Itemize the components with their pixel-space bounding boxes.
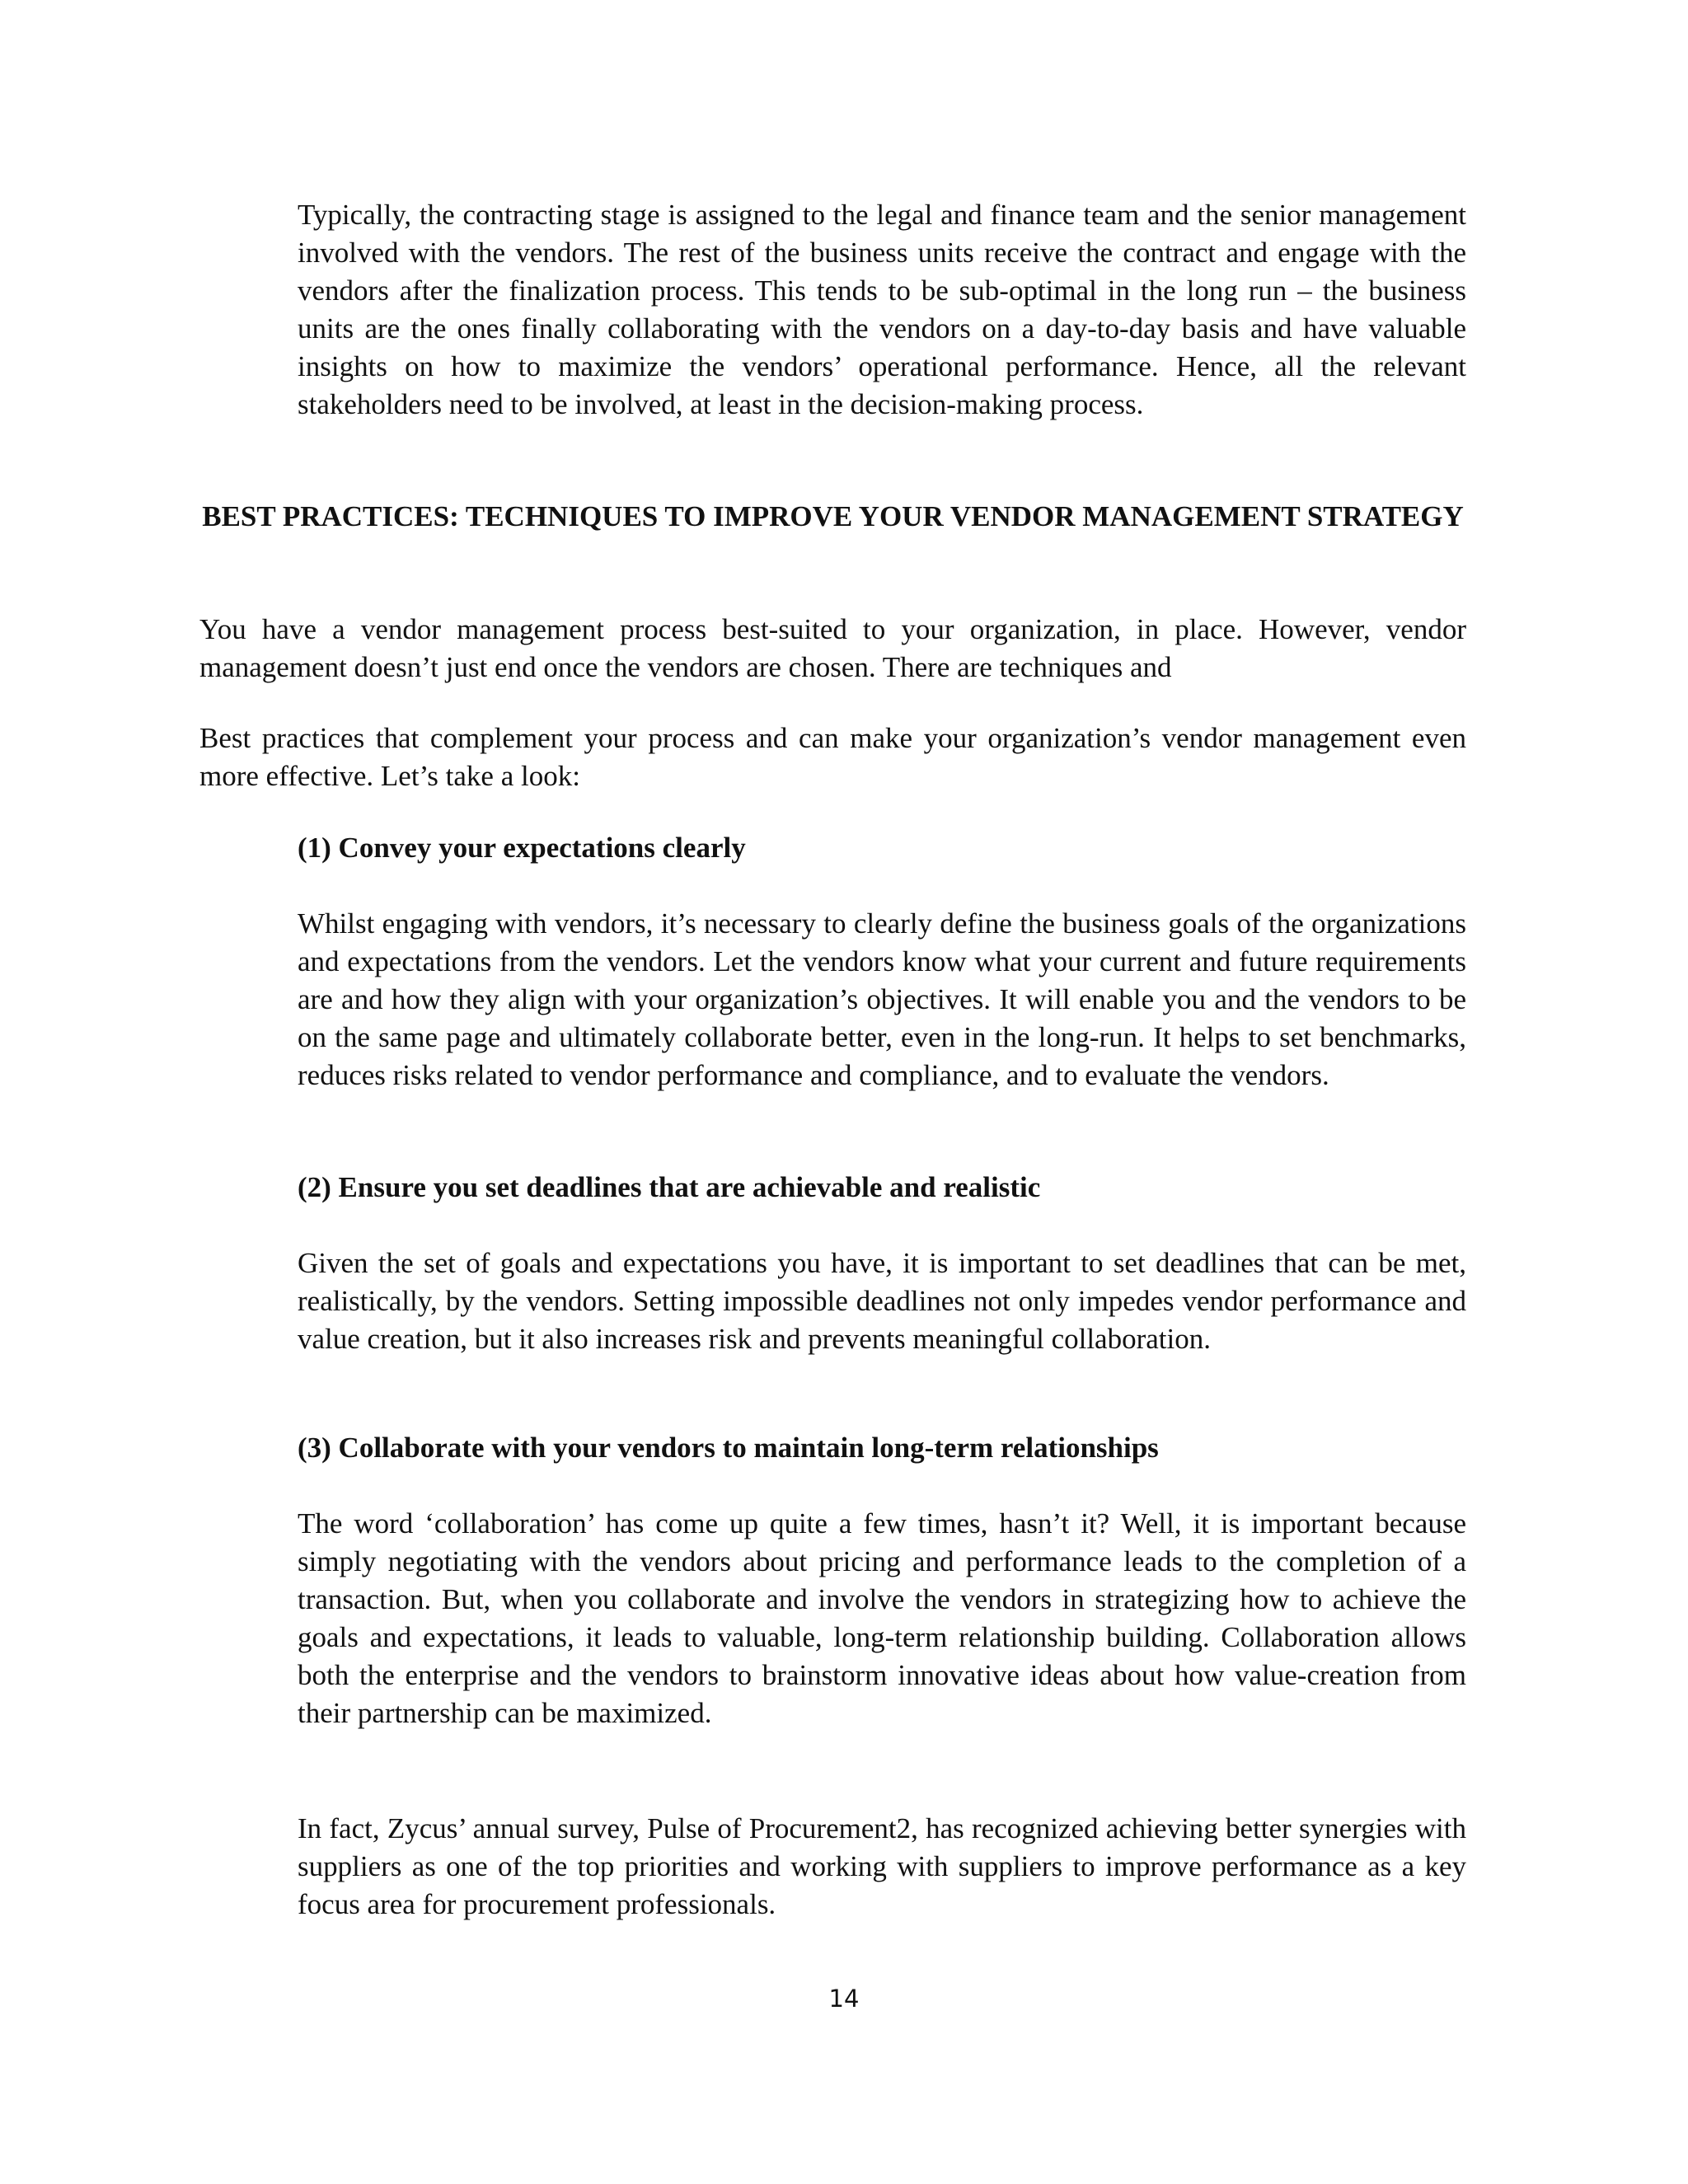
page-number: 14 <box>828 1985 860 2013</box>
item-2-heading: (2) Ensure you set deadlines that are achievable and realistic <box>298 1171 1041 1203</box>
intro-paragraph: Typically, the contracting stage is assigned to the legal and finance team and the senior management involved with the vendors. The rest of the business units receive the contract and engage with the vendors after the finalization process. This tends to be sub-optimal in the long run – the business units are the ones finally collaborating with the vendors on a day-to-day basis and have valuable insights on how to maximize the vendors’ operational performance. Hence, all the relevant stakeholders need to be involved, at least in the decision-making process. <box>298 199 1466 420</box>
item-1-heading: (1) Convey your expectations clearly <box>298 832 746 864</box>
section-paragraph-1: You have a vendor management process best-suited to your organization, in place. However, vendor management doesn’t just end once the vendors are chosen. There are techniques and <box>199 613 1466 683</box>
item-3-paragraph-1: The word ‘collaboration’ has come up quite a few times, hasn’t it? Well, it is important because simply negotiating with the vendors about pricing and performance leads to the completion of a transaction. But, when you collaborate and involve the vendors in strategizing how to achieve the goals and expectations, it leads to valuable, long-term relationship building. Collaboration allows both the enterprise and the vendors to brainstorm innovative ideas about how value-creation from their partnership can be maximized. <box>298 1507 1466 1729</box>
section-paragraph-2: Best practices that complement your process and can make your organization’s vendor management even more effective. Let’s take a look: <box>199 722 1466 792</box>
item-2-paragraph: Given the set of goals and expectations you have, it is important to set deadlines that can be met, realistically, by the vendors. Setting impossible deadlines not only impedes vendor performance and value creation, but it also increases risk and prevents meaningful collaboration. <box>298 1247 1466 1355</box>
item-1-paragraph: Whilst engaging with vendors, it’s necessary to clearly define the business goals of the organizations and expectations from the vendors. Let the vendors know what your current and future requirements are and how they align with your organization’s objectives. It will enable you and the vendors to be on the same page and ultimately collaborate better, even in the long-run. It helps to set benchmarks, reduces risks related to vendor performance and compliance, and to evaluate the vendors. <box>298 907 1466 1091</box>
item-3-heading: (3) Collaborate with your vendors to maintain long-term relationships <box>298 1432 1159 1464</box>
section-heading: BEST PRACTICES: TECHNIQUES TO IMPROVE YOUR VENDOR MANAGEMENT STRATEGY <box>202 500 1464 532</box>
item-3-paragraph-2: In fact, Zycus’ annual survey, Pulse of Procurement2, has recognized achieving better synergies with suppliers as one of the top priorities and working with suppliers to improve performance as a key focus area for procurement professionals. <box>298 1812 1466 1920</box>
